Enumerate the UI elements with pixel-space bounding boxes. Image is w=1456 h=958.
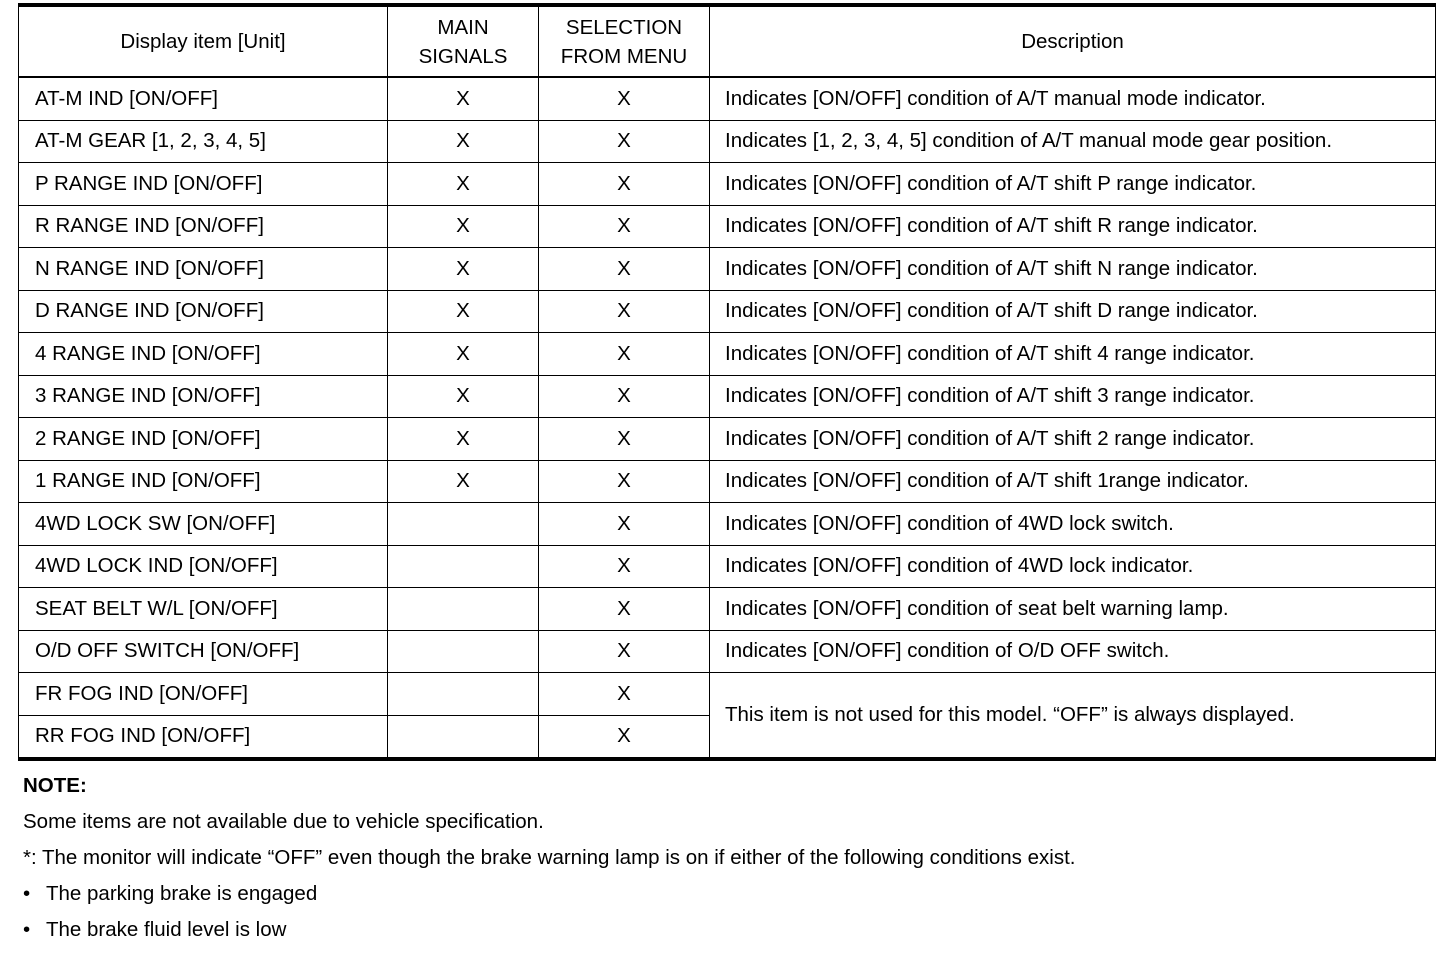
table-row — [19, 163, 1436, 206]
main-signals-cell — [388, 588, 539, 631]
display-item-cell: P RANGE IND [ON/OFF] — [19, 163, 388, 206]
description-cell: Indicates [ON/OFF] condition of A/T manual mode indicator. — [710, 77, 1436, 120]
note-bullet-item — [23, 912, 1075, 948]
selection-from-menu-cell: X — [539, 333, 710, 376]
selection-from-menu-cell: X — [539, 418, 710, 461]
table-row — [19, 460, 1436, 503]
display-item-cell: 3 RANGE IND [ON/OFF] — [19, 375, 388, 418]
table-row — [19, 630, 1436, 673]
display-item-cell: 4WD LOCK IND [ON/OFF] — [19, 545, 388, 588]
note-line-availability: Some items are not available due to vehicle specification. — [23, 810, 544, 833]
display-item-cell: FR FOG IND [ON/OFF] — [19, 673, 388, 716]
selection-from-menu-cell: X — [539, 588, 710, 631]
main-signals-cell — [388, 630, 539, 673]
table-row — [19, 673, 1436, 716]
display-item-cell: 1 RANGE IND [ON/OFF] — [19, 460, 388, 503]
table-header — [19, 5, 1436, 77]
main-signals-cell — [388, 503, 539, 546]
main-signals-cell: X — [388, 290, 539, 333]
description-cell: Indicates [ON/OFF] condition of A/T shift N range indicator. — [710, 248, 1436, 291]
display-item-cell: 2 RANGE IND [ON/OFF] — [19, 418, 388, 461]
main-signals-cell: X — [388, 375, 539, 418]
table-row — [19, 205, 1436, 248]
selection-from-menu-cell: X — [539, 290, 710, 333]
selection-from-menu-cell: X — [539, 545, 710, 588]
main-signals-cell: X — [388, 248, 539, 291]
selection-from-menu-cell: X — [539, 248, 710, 291]
notes-section — [23, 768, 1075, 948]
main-signals-cell — [388, 715, 539, 759]
table-row — [19, 503, 1436, 546]
table-row — [19, 418, 1436, 461]
table-row — [19, 290, 1436, 333]
main-signals-cell: X — [388, 418, 539, 461]
display-item-cell: O/D OFF SWITCH [ON/OFF] — [19, 630, 388, 673]
table-row — [19, 77, 1436, 120]
header-display-item: Display item [Unit] — [19, 5, 388, 77]
main-signals-cell — [388, 673, 539, 716]
bullet-marker: • — [23, 882, 31, 905]
table-row — [19, 333, 1436, 376]
description-cell-merged: This item is not used for this model. “OFF” is always displayed. — [710, 673, 1436, 760]
display-item-cell: RR FOG IND [ON/OFF] — [19, 715, 388, 759]
description-cell: Indicates [ON/OFF] condition of A/T shift 3 range indicator. — [710, 375, 1436, 418]
selection-from-menu-cell: X — [539, 77, 710, 120]
description-cell: Indicates [ON/OFF] condition of A/T shift 4 range indicator. — [710, 333, 1436, 376]
selection-from-menu-cell: X — [539, 673, 710, 716]
bullet-marker: • — [23, 918, 31, 941]
description-cell: Indicates [ON/OFF] condition of seat belt warning lamp. — [710, 588, 1436, 631]
bullet-text: The parking brake is engaged — [46, 882, 318, 905]
table-row — [19, 248, 1436, 291]
header-selection-line1: SELECTION — [565, 15, 683, 39]
description-cell: Indicates [ON/OFF] condition of A/T shift D range indicator. — [710, 290, 1436, 333]
header-row — [19, 5, 1436, 77]
display-item-cell: 4 RANGE IND [ON/OFF] — [19, 333, 388, 376]
header-main-signals-line1: MAIN — [437, 15, 489, 39]
description-cell: Indicates [1, 2, 3, 4, 5] condition of A/T manual mode gear position. — [710, 120, 1436, 163]
main-signals-cell: X — [388, 333, 539, 376]
description-cell: Indicates [ON/OFF] condition of O/D OFF switch. — [710, 630, 1436, 673]
header-description: Description — [710, 5, 1436, 77]
selection-from-menu-cell: X — [539, 120, 710, 163]
main-signals-cell: X — [388, 205, 539, 248]
display-item-cell: AT-M IND [ON/OFF] — [19, 77, 388, 120]
header-selection-from-menu — [539, 5, 710, 77]
main-signals-cell: X — [388, 163, 539, 206]
table-row — [19, 120, 1436, 163]
description-cell: Indicates [ON/OFF] condition of A/T shift 1range indicator. — [710, 460, 1436, 503]
bullet-text: The brake fluid level is low — [46, 918, 287, 941]
note-bullet-item — [23, 876, 1075, 912]
main-signals-cell: X — [388, 120, 539, 163]
note-line-monitor: *: The monitor will indicate “OFF” even though the brake warning lamp is on if either of the following conditions exist. — [23, 846, 1076, 869]
table-row — [19, 545, 1436, 588]
description-cell: Indicates [ON/OFF] condition of A/T shift P range indicator. — [710, 163, 1436, 206]
main-signals-cell — [388, 545, 539, 588]
selection-from-menu-cell: X — [539, 503, 710, 546]
display-item-cell: R RANGE IND [ON/OFF] — [19, 205, 388, 248]
display-item-table — [18, 3, 1436, 761]
selection-from-menu-cell: X — [539, 460, 710, 503]
selection-from-menu-cell: X — [539, 205, 710, 248]
header-selection-line2: FROM MENU — [560, 44, 688, 68]
table-body — [19, 77, 1436, 759]
selection-from-menu-cell: X — [539, 163, 710, 206]
description-cell: Indicates [ON/OFF] condition of A/T shift R range indicator. — [710, 205, 1436, 248]
display-item-cell: 4WD LOCK SW [ON/OFF] — [19, 503, 388, 546]
main-signals-cell: X — [388, 77, 539, 120]
table-row — [19, 375, 1436, 418]
main-signals-cell: X — [388, 460, 539, 503]
display-item-cell: N RANGE IND [ON/OFF] — [19, 248, 388, 291]
table-row — [19, 588, 1436, 631]
note-heading: NOTE: — [23, 774, 87, 797]
display-item-cell: SEAT BELT W/L [ON/OFF] — [19, 588, 388, 631]
display-item-cell: AT-M GEAR [1, 2, 3, 4, 5] — [19, 120, 388, 163]
description-cell: Indicates [ON/OFF] condition of 4WD lock indicator. — [710, 545, 1436, 588]
selection-from-menu-cell: X — [539, 630, 710, 673]
header-main-signals-line2: SIGNALS — [418, 44, 508, 68]
description-cell: Indicates [ON/OFF] condition of A/T shift 2 range indicator. — [710, 418, 1436, 461]
display-item-cell: D RANGE IND [ON/OFF] — [19, 290, 388, 333]
description-cell: Indicates [ON/OFF] condition of 4WD lock switch. — [710, 503, 1436, 546]
header-main-signals — [388, 5, 539, 77]
selection-from-menu-cell: X — [539, 375, 710, 418]
selection-from-menu-cell: X — [539, 715, 710, 759]
